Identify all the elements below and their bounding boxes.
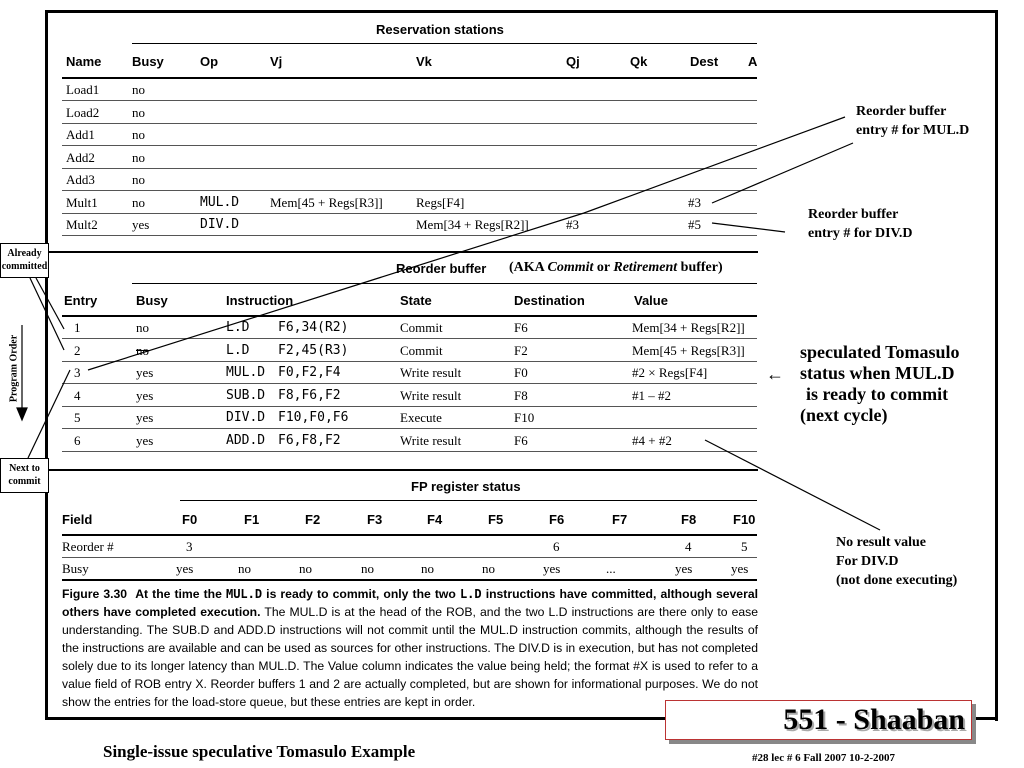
rs-header-qk: Qk [630, 54, 648, 69]
rs-cell: Load1 [66, 82, 100, 97]
fp-cell: ... [606, 561, 616, 576]
rs-cell: Add1 [66, 127, 95, 142]
rob-cell: no [136, 342, 149, 358]
annotation-speculated-line2: status when MUL.D [800, 363, 955, 383]
caption-bold-5: instructions have committed, although several others have completed execution. [62, 587, 758, 619]
rob-cell: F6 [514, 320, 528, 335]
rs-cell: #3 [688, 194, 701, 210]
fp-header-f8: F8 [681, 512, 697, 527]
rob-cell: 6 [74, 432, 81, 448]
rs-cell: DIV.D [200, 217, 240, 232]
rs-header-busy: Busy [132, 54, 164, 69]
rob-cell: L.D [226, 320, 250, 335]
rob-cell: Commit [400, 320, 443, 335]
rs-cell: no [132, 104, 145, 120]
fp-cell: 5 [741, 539, 748, 554]
rob-cell: yes [136, 410, 154, 425]
rob-cell: F8,F6,F2 [278, 387, 341, 403]
annotation-rob-mul-line2: entry # for MUL.D [856, 123, 970, 138]
rob-header-destination: Destination [514, 293, 585, 308]
fp-cell: no [482, 561, 495, 576]
slide-footer-info: #28 lec # 6 Fall 2007 10-2-2007 [752, 752, 895, 764]
rs-cell: Mem[34 + Regs[R2]] [416, 217, 529, 232]
fp-cell: no [361, 561, 374, 576]
rs-cell: Add2 [66, 149, 95, 165]
annotation-no-result-line2: For DIV.D [836, 554, 899, 569]
fp-header-f4: F4 [427, 512, 443, 527]
program-order-arrowhead [17, 408, 27, 420]
brand-text: 551 - Shaaban [783, 703, 965, 736]
rs-cell: MUL.D [200, 194, 240, 210]
fp-header-f7: F7 [612, 512, 628, 527]
rob-header-value: Value [634, 293, 668, 308]
fp-title: FP register status [411, 479, 521, 494]
annotation-speculated [800, 342, 960, 426]
slide-title: Single-issue speculative Tomasulo Example [103, 742, 416, 761]
rs-cell: no [132, 172, 145, 187]
aka-suffix: buffer) [677, 260, 723, 275]
rs-cell: Mem[45 + Regs[R3]] [270, 194, 383, 210]
rs-header-op: Op [200, 54, 219, 69]
fp-header-f10: F10 [733, 512, 756, 527]
next-to-commit-line1: Next to [9, 463, 40, 474]
aka-prefix: (AKA [509, 260, 548, 275]
rs-header-vk: Vk [416, 54, 432, 69]
rob-mul-pointer-dest [712, 143, 853, 203]
caption-body: The MUL.D is at the head of the ROB, and the two L.D instructions are there only to ease understanding. The SUB.D and ADD.D instructions will not commit until the MUL.D instruction commits, although the results of the instructions are available and can be used as sources for other instructions. The DIV.D is in execution, but has not completed solely due to its longer latency than MUL.D. The Value column indicates the value being held; the format #X is used to refer to a value field of ROB entry X. Reorder buffers 1 and 2 are actually completed, but are shown for informational purposes. We do not show the entries for the load-store queue, but these entries are kept in order. [62, 605, 758, 709]
left-arrow-icon: ← [766, 364, 784, 384]
brand-box [665, 700, 972, 740]
rob-cell: F2 [514, 342, 528, 358]
fp-header-f2: F2 [305, 512, 321, 527]
rob-header-state: State [400, 293, 432, 308]
rob-header-busy: Busy [136, 293, 168, 308]
fp-header-f6: F6 [549, 512, 565, 527]
rs-cell: #5 [688, 217, 701, 232]
fp-header-f0: F0 [182, 512, 198, 527]
next-pointer [28, 370, 70, 458]
fp-cell: no [421, 561, 434, 576]
fp-cell: yes [731, 561, 749, 576]
fp-cell: yes [543, 561, 561, 576]
aka-commit: Commit [547, 260, 594, 275]
rob-div-pointer [712, 223, 785, 232]
rob-cell: F0,F2,F4 [278, 365, 341, 380]
fp-header-f1: F1 [244, 512, 260, 527]
rs-cell: Add3 [66, 172, 95, 187]
rs-header-a: A [748, 54, 758, 69]
rs-header-vj: Vj [270, 54, 283, 69]
rob-cell: DIV.D [226, 410, 266, 425]
rob-mul-pointer-entry [88, 213, 584, 370]
caption-bold-1: At the time the [135, 587, 226, 601]
rob-cell: Execute [400, 410, 442, 425]
rob-cell: 1 [74, 320, 81, 335]
rob-cell: F6,F8,F2 [278, 432, 341, 448]
rs-cell: Load2 [66, 104, 100, 120]
caption-bold-4: L.D [459, 587, 482, 601]
annotation-rob-div-line1: Reorder buffer [808, 207, 899, 222]
program-order-label: Program Order [8, 334, 20, 403]
rob-cell: Write result [400, 365, 462, 380]
fp-cell: no [299, 561, 312, 576]
rob-cell: F8 [514, 387, 528, 403]
rs-header-dest: Dest [690, 54, 719, 69]
rob-mul-pointer-qj [584, 117, 845, 213]
fp-cell: yes [176, 561, 194, 576]
caption-bold-2: MUL.D [225, 587, 263, 601]
fp-header-field: Field [62, 512, 93, 527]
rob-cell: 5 [74, 410, 81, 425]
aka-retirement: Retirement [613, 260, 678, 275]
rs-header-qj: Qj [566, 54, 580, 69]
rob-cell: yes [136, 387, 154, 403]
aka-or: or [593, 260, 614, 275]
rob-cell: F6,34(R2) [278, 320, 349, 335]
rob-cell: ADD.D [226, 432, 266, 448]
rob-header-entry: Entry [64, 293, 98, 308]
rs-cell: no [132, 149, 145, 165]
rob-cell: #2 × Regs[F4] [632, 365, 708, 380]
rob-cell: 2 [74, 342, 81, 358]
rs-cell: no [132, 127, 145, 142]
fp-cell: Reorder # [62, 539, 114, 554]
fp-header-f3: F3 [367, 512, 383, 527]
rs-cell: Mult2 [66, 217, 98, 232]
fp-cell: 6 [553, 539, 560, 554]
fp-cell: Busy [62, 561, 89, 576]
annotation-no-result-line3: (not done executing) [836, 573, 958, 588]
rob-cell: F10,F0,F6 [278, 410, 349, 425]
rs-title: Reservation stations [376, 22, 504, 37]
rob-cell: F6 [514, 432, 528, 448]
rob-cell: yes [136, 432, 154, 448]
rob-header-instruction: Instruction [226, 293, 294, 308]
annotation-speculated-line1: speculated Tomasulo [800, 342, 960, 362]
rob-cell: no [136, 320, 149, 335]
already-committed-line1: Already [7, 248, 42, 259]
rs-cell: no [132, 194, 145, 210]
already-pointer-2 [30, 278, 64, 350]
annotation-no-result [836, 533, 957, 590]
rob-cell: Mem[45 + Regs[R3]] [632, 342, 745, 358]
rob-cell: L.D [226, 342, 250, 358]
rob-title-text: Reorder buffer [396, 261, 487, 276]
rs-header-name: Name [66, 54, 102, 69]
rob-cell: yes [136, 365, 154, 380]
annotation-rob-mul-line1: Reorder buffer [856, 104, 947, 119]
rob-cell: SUB.D [226, 387, 266, 403]
rob-cell: #4 + #2 [632, 432, 672, 448]
rob-cell: Write result [400, 432, 462, 448]
rob-cell: Mem[34 + Regs[R2]] [632, 320, 745, 335]
fp-cell: 4 [685, 539, 692, 554]
fp-cell: no [238, 561, 251, 576]
rob-cell: Commit [400, 342, 443, 358]
rs-cell: yes [132, 217, 150, 232]
rob-cell: 3 [74, 365, 81, 380]
already-committed-line2: committed [1, 261, 48, 272]
rob-cell: F0 [514, 365, 528, 380]
rob-cell: F10 [514, 410, 535, 425]
fp-header-f5: F5 [488, 512, 504, 527]
annotation-no-result-line1: No result value [836, 535, 926, 550]
rob-cell: MUL.D [226, 365, 266, 380]
annotation-speculated-line3: is ready to commit [806, 384, 949, 404]
next-to-commit-line2: commit [8, 476, 41, 487]
rob-cell: Write result [400, 387, 462, 403]
rs-cell: #3 [566, 217, 579, 232]
rs-cell: Regs[F4] [416, 194, 465, 210]
caption-figure-label: Figure 3.30 [62, 587, 128, 601]
annotation-rob-div-line2: entry # for DIV.D [808, 226, 913, 241]
rob-cell: F2,45(R3) [278, 342, 349, 358]
rs-cell: Mult1 [66, 194, 98, 210]
no-result-pointer [705, 440, 880, 530]
rob-cell: #1 – #2 [632, 387, 671, 403]
annotation-speculated-line4: (next cycle) [800, 405, 888, 425]
caption-bold-3: is ready to commit, only the two [262, 587, 460, 601]
rs-cell: no [132, 82, 145, 97]
fp-cell: yes [675, 561, 693, 576]
rob-cell: 4 [74, 387, 81, 403]
fp-cell: 3 [186, 539, 193, 554]
